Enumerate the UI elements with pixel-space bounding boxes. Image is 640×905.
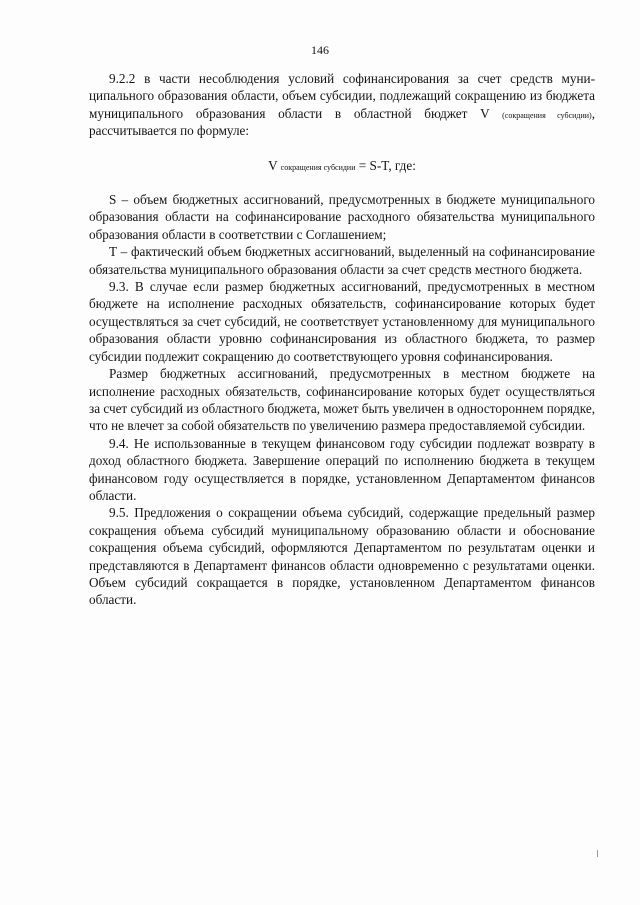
definition-s: S – объем бюджетных ассигнований, предусмотренных в бюджете муниципального образования области на софинансирование расходного обязательства муниципального образования области в соответствии с Соглашением; xyxy=(89,192,595,242)
paragraph-9-3: 9.3. В случае если размер бюджетных ассигнований, предусмотренных в местном бюджете на исполнение расходных обязательств, софинансирование которых будет осуществляться за счет субсидий, не соответствует установленному для муниципального образования области уровню софинансирования из областного бюджета, то размер субсидии подлежит сокращению до соответствующего уровня софинансирования. xyxy=(89,279,595,364)
paragraph-9-4: 9.4. Не использованные в текущем финансовом году субсидии подлежат возврату в доход областного бюджета. Завершение операций по исполнению бюджета в текущем финансовом году осуществляется в порядке, установленном Департаментом финансов области. xyxy=(89,435,595,503)
paragraph-9-5: 9.5. Предложения о сокращении объема субсидий, содержащие предельный размер сокращения объема субсидий муниципальному образованию области и обоснование сокращения объема субсидий, оформляются Департаментом по результатам оценки и представляются в Департамент финансов области одновременно с результатами оценки. Объем субсидий сокращается в порядке, установленном Департаментом финансов области. xyxy=(89,505,595,608)
paragraph-text: , рассчитывается по формуле: xyxy=(89,105,595,139)
page-number: 146 xyxy=(311,43,329,57)
formula-expression: = S-T, где: xyxy=(355,157,416,173)
paragraph-9-2-2 xyxy=(89,70,595,140)
formula-subscript: сокращения субсидии xyxy=(280,162,356,172)
formula-variable: V xyxy=(268,157,278,173)
definition-t: T – фактический объем бюджетных ассигнований, выделенный на софинансирование обязательства муниципального образования области за счет средств местного бюджета. xyxy=(89,244,595,277)
paragraph-budget-size: Размер бюджетных ассигнований, предусмотренных в местном бюджете на исполнение расходных обязательств, софинансирование которых будет осуществляться за счет субсидий из областного бюджета, может быть увеличен в одностороннем порядке, что не влечет за собой обязательств по увеличению размера предоставляемой субсидии. xyxy=(89,366,595,434)
formula xyxy=(89,157,595,174)
subscript-text: (сокращения субсидии) xyxy=(502,110,592,120)
scan-mark xyxy=(597,850,598,857)
document-body xyxy=(89,70,595,609)
paragraph-text: 9.2.2 в части несоблюдения условий софинансирования за счет средств муниципального образования области, объем субсидии, подлежащий сокращению из бюджета муниципального образования области в областной бюджет V xyxy=(89,71,595,121)
